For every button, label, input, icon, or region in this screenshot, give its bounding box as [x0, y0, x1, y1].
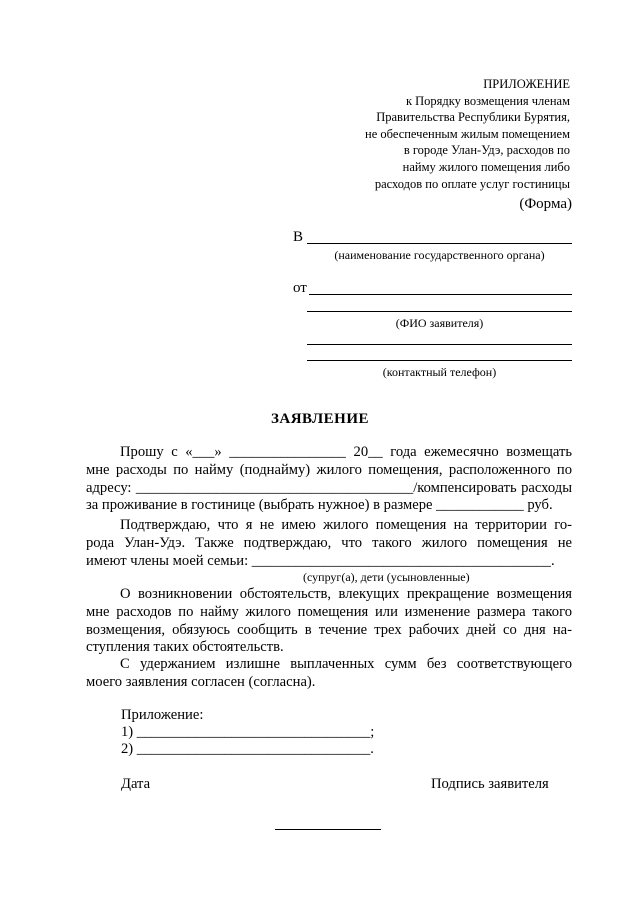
text-line: Подтверждаю, что я не имею жилого помещения на территории го-	[120, 517, 572, 533]
attachments-label: Приложение:	[121, 707, 204, 723]
from-prefix: от	[293, 280, 307, 296]
to-authority-caption: (наименование государственного органа)	[334, 248, 545, 262]
appendix-title: ПРИЛОЖЕНИЕ	[483, 77, 570, 91]
paragraph-consent	[86, 656, 572, 692]
text-line: мне расходов по найму жилого помещения или изменение размера такого	[86, 603, 572, 620]
text-line: О возникновении обстоятельств, влекущих прекращение возмещения	[120, 586, 572, 602]
appendix-line: найму жилого помещения либо	[402, 159, 570, 174]
document-title: ЗАЯВЛЕНИЕ	[270, 411, 370, 427]
form-label: (Форма)	[519, 196, 572, 212]
appendix-line: расходов по оплате услуг гостиницы	[374, 176, 570, 191]
appendix-line: не обеспеченным жилым помещением	[365, 126, 570, 141]
appendix-line: в городе Улан-Удэ, расходов по	[403, 143, 570, 158]
text-line: ступления таких обстоятельств.	[86, 639, 284, 656]
to-prefix: В	[293, 229, 304, 245]
text-line: возмещения, обязуюсь сообщить в течение трех рабочих дней со дня на-	[86, 621, 572, 638]
text-line: за проживание в гостинице (выбрать нужное) в размере ____________ руб.	[86, 497, 553, 514]
family-members-caption: (супруг(а), дети (усыновленные)	[303, 570, 470, 584]
appendix-line: к Порядку возмещения членам	[405, 93, 570, 108]
phone-field-1[interactable]	[307, 344, 572, 345]
text-line: мне расходы по найму (поднайму) жилого помещения, расположенного по	[86, 461, 572, 478]
applicant-name-caption: (ФИО заявителя)	[395, 316, 484, 330]
signature-label: Подпись заявителя	[431, 776, 549, 792]
phone-caption: (контактный телефон)	[382, 365, 497, 379]
text-line: имеют члены моей семьи: _________________________________________.	[86, 552, 555, 569]
attachment-item-1[interactable]: 1) ________________________________;	[121, 724, 375, 740]
appendix-header	[270, 76, 570, 192]
attachment-item-2[interactable]: 2) ________________________________.	[121, 741, 374, 757]
paragraph-notification	[86, 586, 572, 657]
date-label: Дата	[121, 776, 151, 792]
paragraph-confirmation	[86, 517, 572, 570]
paragraph-request	[86, 444, 572, 515]
to-authority-field[interactable]	[307, 243, 572, 244]
signature-field[interactable]	[275, 829, 381, 830]
text-line: Прошу с «___» ________________ 20__ года ежемесячно возмещать	[120, 444, 572, 460]
text-line: адресу: ______________________________________/компенсировать расходы	[86, 479, 572, 496]
applicant-name-field-2[interactable]	[307, 311, 572, 312]
appendix-line: Правительства Республики Бурятия,	[376, 110, 570, 125]
text-line: С удержанием излишне выплаченных сумм без соответствующего	[120, 656, 572, 672]
text-line: рода Улан-Удэ. Также подтверждаю, что такого жилого помещения не	[86, 534, 572, 551]
phone-field-2[interactable]	[307, 360, 572, 361]
applicant-name-field-1[interactable]	[309, 294, 572, 295]
text-line: моего заявления согласен (согласна).	[86, 673, 316, 690]
